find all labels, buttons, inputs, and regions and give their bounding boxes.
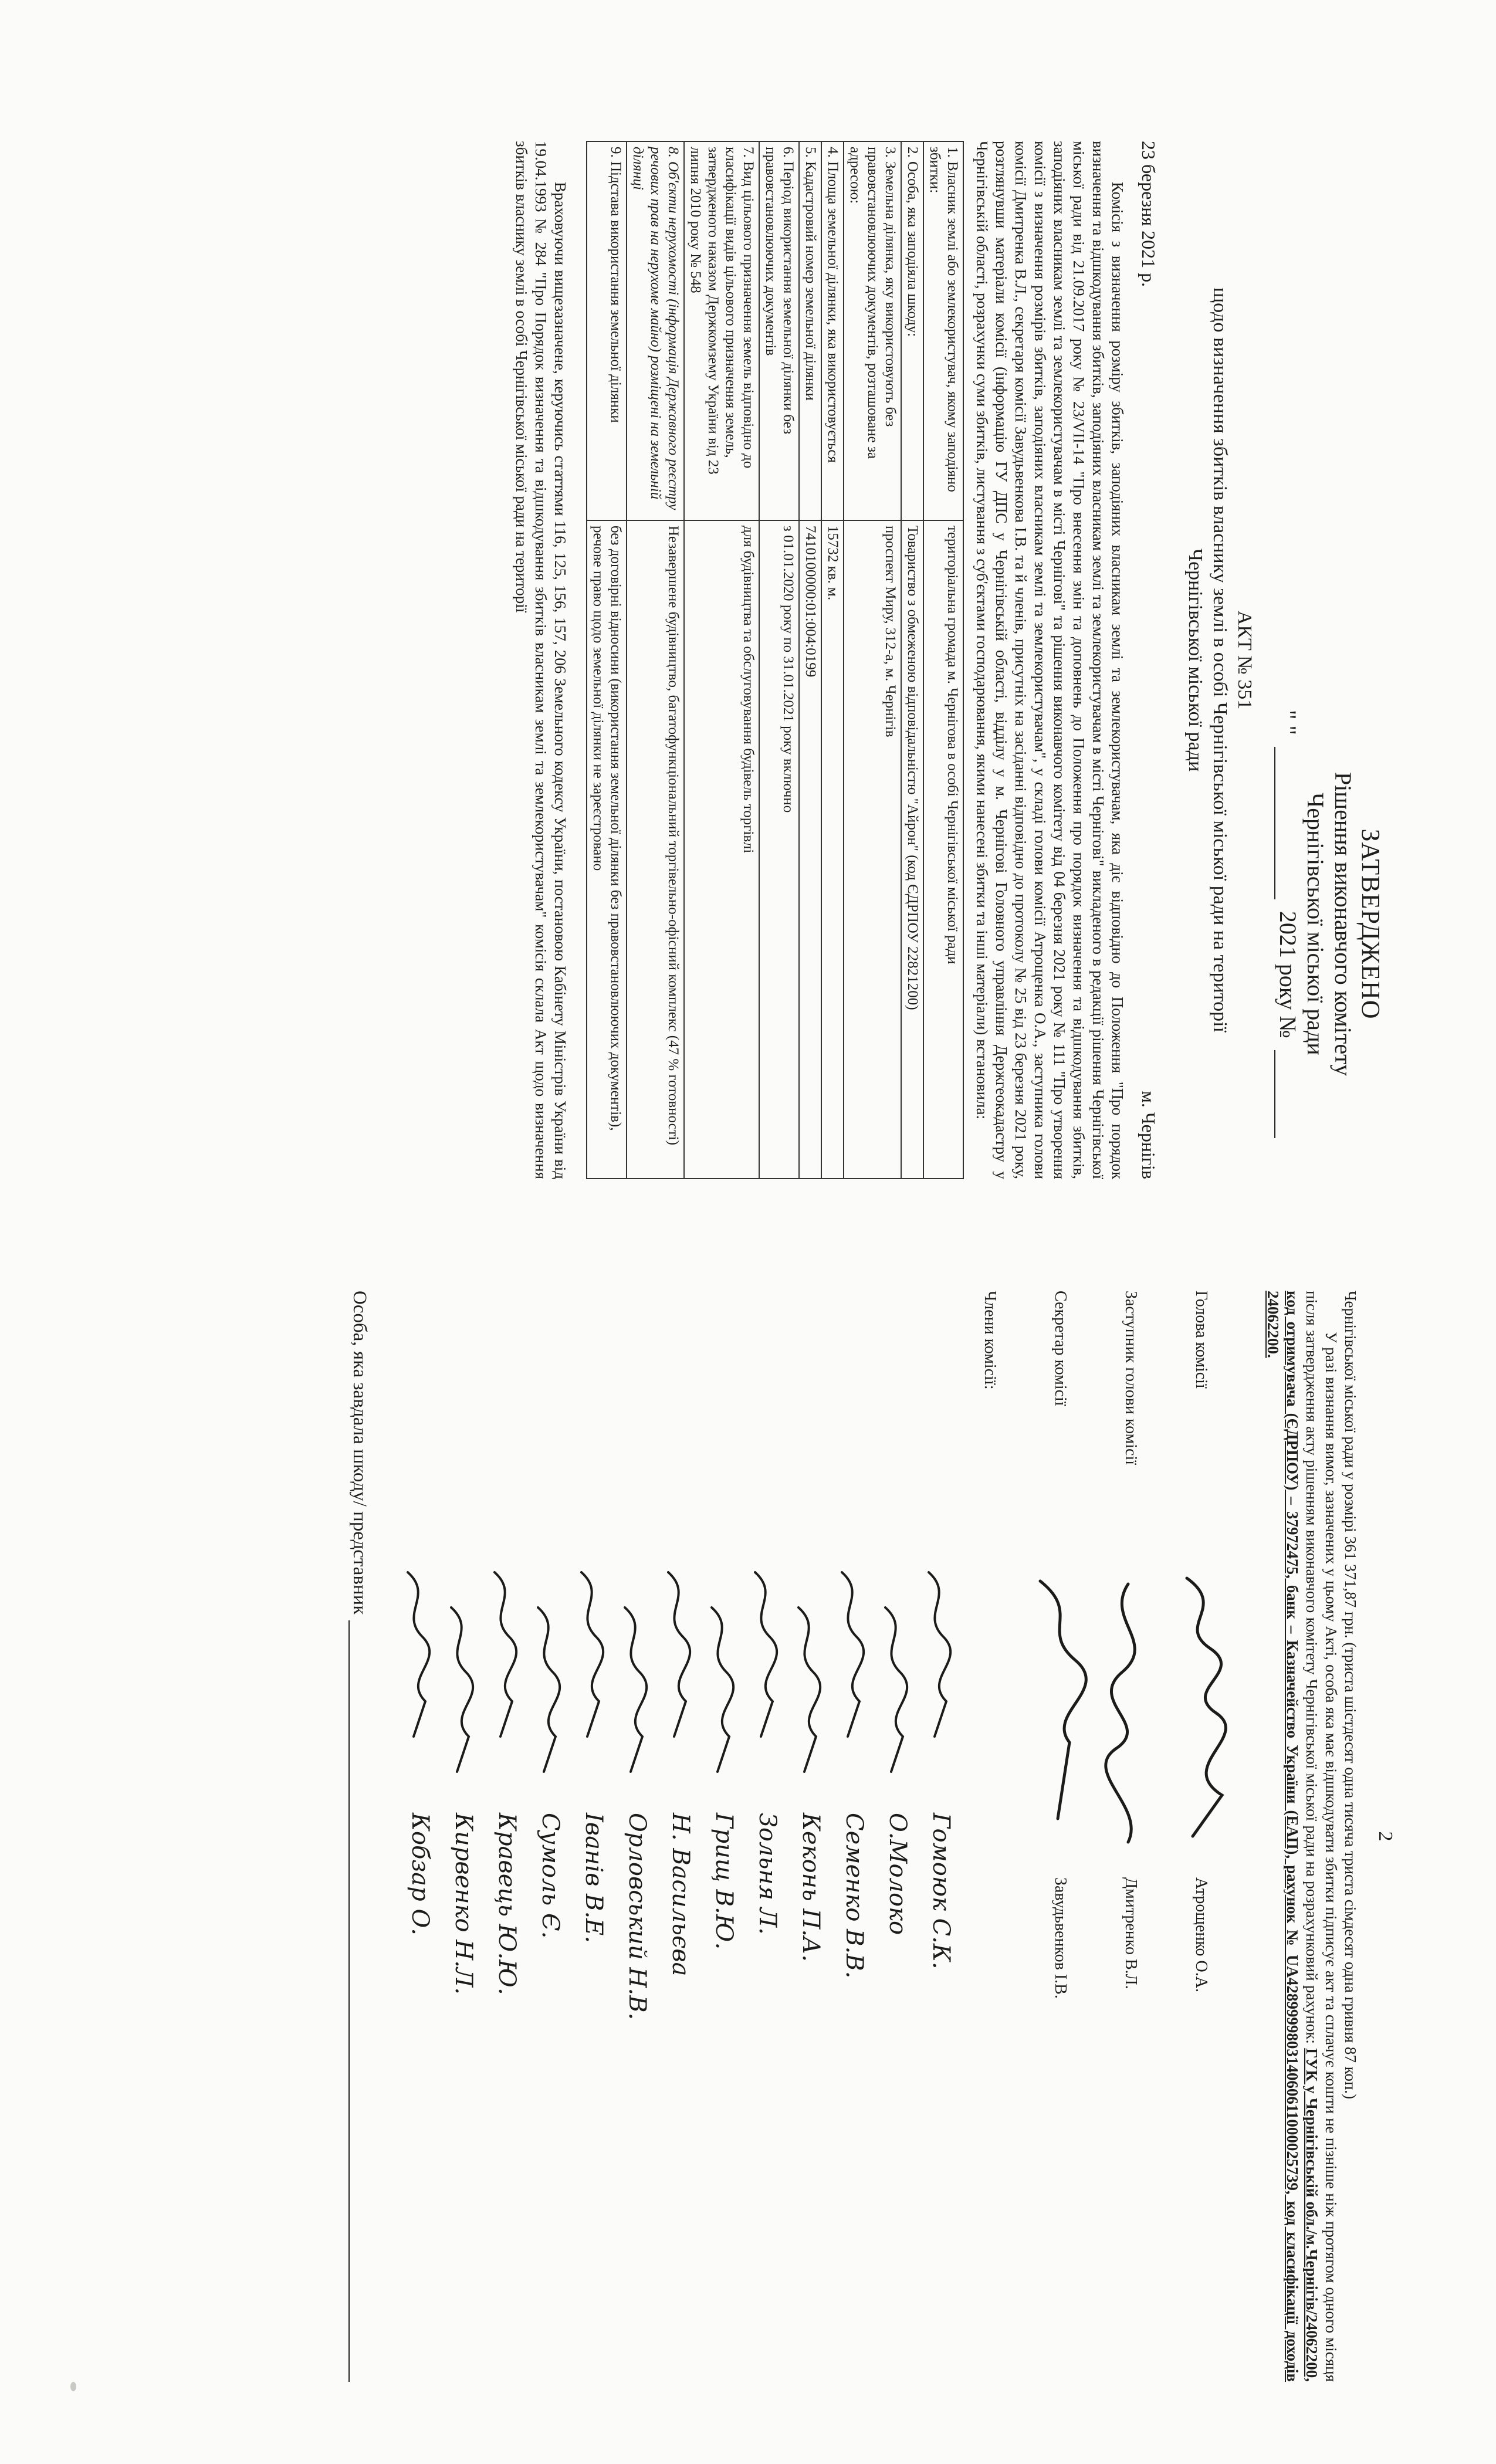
handwritten-signature [1169,1572,1234,1854]
signer-name: Атрощенко О.А. [1192,1877,1210,1992]
signer-role: Заступник голови комісії [1122,1291,1140,1465]
member-signature-text: Гомоюк С.К. [928,1813,955,1969]
table-row [901,141,923,1179]
member-handwritten-signature [700,1602,741,1778]
row-value: 7410100000:01:004:0199 [799,520,821,1179]
decision-label: Рішення виконавчого комітету [1330,771,1356,1077]
payment-terms-paragraph [1263,1291,1341,2382]
bank-details: ГУК у Чернігівській обл./м.Чернігів/24062200, код отримувача (ЄДРПОУ) – 37972475, банк – Казначейство України (ЕАП), рахунок № UA428999980314060611000025739, код класифікації доходів 24062200. [1264,1291,1321,2382]
act-date-row [1138,141,1159,1179]
approval-dateline [1274,669,1302,1179]
signer-row [952,1291,1023,2382]
member-handwritten-signature [787,1602,828,1778]
table-row [821,141,844,1179]
row-label: 4. Площа земельної ділянки, яка використовується [821,141,844,520]
member-signature-row [828,1566,871,2382]
row-label: 5. Кадастровий номер земельної ділянки [799,141,821,520]
act-details-table [586,141,964,1179]
table-row [587,141,627,1179]
member-signature-text: О.Молоко [884,1813,911,1935]
row-label: 1. Власник землі або землекористувач, якому заподіяно збитки: [923,141,963,520]
row-label: 8. Об'єкти нерухомості (інформація Державного реєстру речових прав на нерухоме майно) розміщені на земельній ділянці [627,141,684,520]
offender-signature-blank [348,1620,367,2382]
row-label: 7. Вид цільового призначення земель відповідно до класифікації видів цільового призначення земель, затвердженого наказом Держкомзему України від 23 липня 2010 року № 548 [684,141,759,520]
member-signature-row [394,1566,437,2382]
member-signature-text: Сумоль Є. [537,1813,564,1939]
member-signature-text: Семенко В.В. [841,1813,868,1979]
act-number: АКТ № 351 [1234,610,1255,710]
row-value: територіальна громада м. Чернігова в особі Чернігівської міської ради [923,520,963,1179]
handwritten-signature [1028,1572,1093,1854]
row-label: 9. Підстава використання земельної ділянки [587,141,627,520]
signer-name: Завудьвенков І.В. [1051,1877,1069,1999]
act-intro-paragraph: Комісія з визначення розміру збитків, заподіяних власникам землі та землекористувачам, яка діє відповідно до Положення "Про порядок визначення та відшкодування збитків, заподіяних власникам землі та землекористувачам в місті Чернігові" викладеного в редакції рішення Чернігівської міської ради від 21.09.2017 року № 23/VII-14 "Про внесення змін та доповнень до Положення про порядок визначення та відшкодування збитків, заподіяних власникам землі та землекористувачам в місті Чернігові" та рішення виконавчого комітету від 04 березня 2021 року № 111 "Про утворення комісії з визначення розмірів збитків, заподіяних власникам землі та землекористувачам", у складі голови комісії Атрощенка О.А., заступника голови комісії Дмитренка В.Л., секретаря комісії Завудьвенкова І.В. та й членів, присутніх на засіданні відповідно до протоколу № 25 від 23 березня 2021 року, розглянувши матеріали комісії (інформацію ГУ ДПС у Чернігівській області, відділу у м. Чернігові Головного управління Держгеокадастру у Чернігівській області, розрахунки суми збитків, листування з суб'єктами господарювання, якими нанесені збитки та інші матеріали) встановила: [973,141,1126,1179]
row-value: Товариство з обмеженою відповідальністю "Айрон" (код ЄДРПОУ 22821200) [901,520,923,1179]
member-signature-row [741,1566,784,2382]
act-place: м. Чернігів [1138,1091,1159,1179]
row-label: 2. Особа, яка заподіяла шкоду: [901,141,923,520]
member-signature-text: Н. Васильєва [667,1813,694,1976]
approval-number-blank [1274,1050,1302,1138]
member-handwritten-signature [613,1602,654,1778]
row-value: 15732 кв. м. [821,520,844,1179]
act-page-2 [0,1232,1496,2464]
member-signature-text: Кобзар О. [407,1813,434,1935]
row-value: для будівництва та обслуговування будівель торгівлі [684,520,759,1179]
approval-day: " " [1275,710,1301,735]
member-signature-row [611,1566,654,2382]
approval-month-blank [1274,747,1302,899]
member-signature-row [524,1566,567,2382]
member-signature-row [654,1566,698,2382]
member-signatures-block [394,1566,958,2382]
act-title [1183,141,1257,1179]
signer-role: Члени комісії: [981,1291,999,1390]
payment-terms-text: У разі визнання вимог, зазначених у цьому Акті, особа яка має відшкодувати збитки підписує акт та сплачує кошти не пізніше ніж протягом одного місяця після затвердження акту рішенням виконавчого комітету Чернігівської міської ради на розрахунковий рахунок: [1303,1291,1340,2382]
member-signature-text: Зольня Л. [754,1813,781,1935]
member-signature-text: Іванів В.Е. [580,1813,607,1944]
council-label: Чернігівської міської ради [1302,793,1329,1055]
offender-signature-line [348,1291,370,2382]
act-date: 23 березня 2021 р. [1138,141,1159,287]
signer-row [1163,1291,1234,2382]
member-signature-text: Грищ В.Ю. [710,1813,737,1950]
row-value: з 01.01.2020 року по 31.01.2021 року включно [759,520,799,1179]
amount-paragraph: Чернігівської міської ради у розмірі 361 371,87 грн. (триста шістдесят одна тисяча триста сімдесят одна гривня 87 коп.) [1342,1291,1359,2100]
member-handwritten-signature [874,1602,915,1778]
member-handwritten-signature [917,1566,958,1742]
member-signature-text: Кирвенко Н.Л. [450,1813,477,1995]
member-signature-row [871,1566,915,2382]
row-value: проспект Миру, 312-а, м. Чернігів [844,520,901,1179]
member-signature-text: Кравець Ю.Ю. [493,1813,520,1995]
member-signature-row [915,1566,958,2382]
table-row [799,141,821,1179]
member-handwritten-signature [526,1602,567,1778]
member-signature-row [784,1566,828,2382]
approval-year: 2021 року № [1275,911,1301,1038]
signer-role: Голова комісії [1192,1291,1210,1389]
act-subject-line-2: Чернігівської міської ради [1184,548,1206,772]
member-signature-row [480,1566,524,2382]
member-signature-row [698,1566,741,2382]
signer-role: Секретар комісії [1051,1291,1069,1406]
member-handwritten-signature [830,1566,871,1742]
member-handwritten-signature [396,1566,437,1742]
signer-row [1023,1291,1093,2382]
table-row [759,141,799,1179]
member-handwritten-signature [439,1602,480,1778]
signers-block [952,1291,1234,2382]
handwritten-signature [1099,1572,1163,1854]
member-handwritten-signature [743,1566,784,1742]
member-handwritten-signature [483,1566,524,1742]
approved-label: ЗАТВЕРДЖЕНО [1356,828,1385,1020]
member-signature-row [567,1566,611,2382]
table-row [684,141,759,1179]
act-subject-line-1: щодо визначення збитків власнику землі в особі Чернігівської міської ради на території [1209,287,1231,1033]
offender-label: Особа, яка завдала шкоду/ представник [349,1291,370,1615]
scan-smudge [70,2382,76,2391]
act-closing-paragraph: Враховуючи вищезазначене, керуючись статтями 116, 125, 156, 157, 206 Земельного кодексу України, постановою Кабінету Міністрів України від 19.04.1993 № 284 "Про Порядок визначення та відшкодування збитків власникам землі та землекористувачам" комісія склала Акт щодо визначення збитків власнику землі в особі Чернігівської міської ради на території [513,141,569,1179]
approval-stamp [1274,669,1385,1179]
signer-name: Дмитренко В.Л. [1122,1877,1140,1989]
member-signature-text: Орловський Н.В. [624,1813,651,2020]
row-value: без договірні відносини (використання земельної ділянки без правовстановлюючих документів), речове право щодо земельної ділянки не зареєстровано [587,520,627,1179]
member-handwritten-signature [656,1566,698,1742]
row-label: 3. Земельна ділянка, яку використовують без правовстановлюючих документів, розташоване за адресою: [844,141,901,520]
signer-row [1093,1291,1163,2382]
table-row [923,141,963,1179]
page-number: 2 [1375,1831,1396,1842]
row-value: Незавершене будівництво, багатофункціональний торгівельно-офісний комплекс (47 % готовності) [627,520,684,1179]
member-signature-text: Кеконь П.А. [797,1813,824,1962]
member-handwritten-signature [570,1566,611,1742]
member-signature-row [437,1566,480,2382]
table-row [844,141,901,1179]
row-label: 6. Період використання земельної ділянки без правовстановлюючих документів [759,141,799,520]
table-row [627,141,684,1179]
